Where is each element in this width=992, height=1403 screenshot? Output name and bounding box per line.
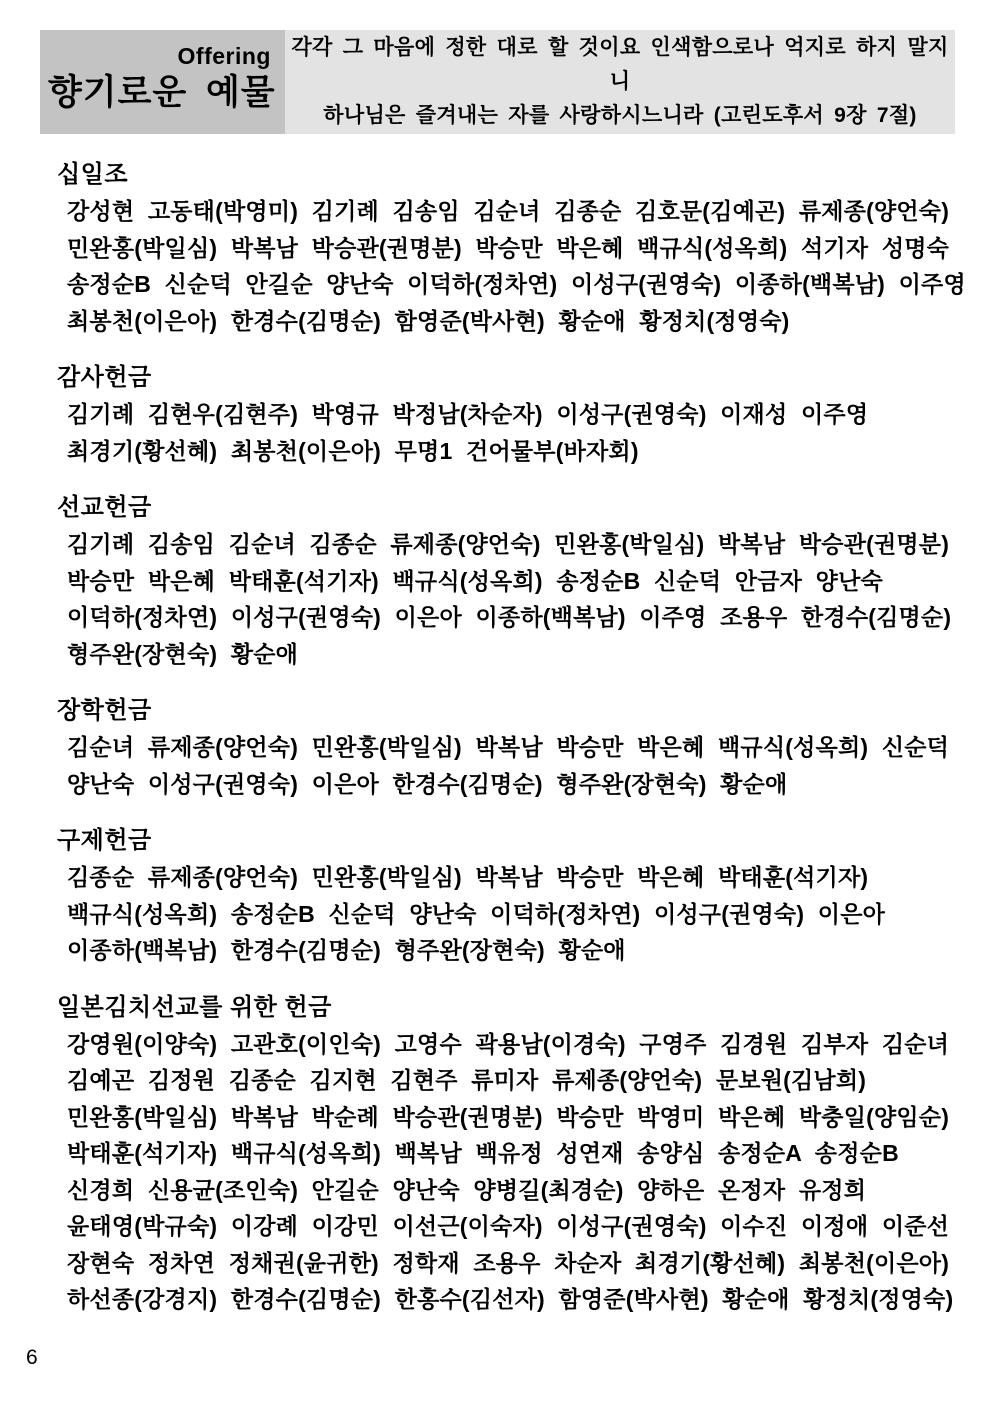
- section-title: 십일조: [57, 161, 129, 188]
- section-name-list: [67, 729, 957, 802]
- offering-section: [57, 990, 957, 1318]
- names-line: 민완홍(박일심) 박복남 박순례 박승관(권명분) 박승만 박영미 박은혜 박충일(양임순): [67, 1103, 950, 1130]
- section-title: 장학헌금: [57, 697, 152, 724]
- names-line: 강성현 고동태(박영미) 김기례 김송임 김순녀 김종순 김호문(김예곤) 류제종(양언숙): [67, 198, 950, 224]
- names-line: 강영원(이양숙) 고관호(이인숙) 고영수 곽용남(이경숙) 구영주 김경원 김부자 김순녀: [67, 1030, 950, 1057]
- section-title: 구제헌금: [57, 827, 152, 854]
- names-line: 이덕하(정차연) 이성구(권영숙) 이은아 이종하(백복남) 이주영 조용우 한경수(김명순): [67, 604, 952, 630]
- names-line: 이종하(백복남) 한경수(김명순) 형주완(장현숙) 황순애: [67, 937, 626, 963]
- section-name-list: [67, 859, 957, 969]
- offering-title: 향기로운 예물: [48, 73, 276, 112]
- offering-sections: [57, 157, 966, 1318]
- names-line: 김기례 김송임 김순녀 김종순 류제종(양언숙) 민완홍(박일심) 박복남 박승관(권명분): [67, 531, 950, 557]
- offering-section: [57, 693, 957, 802]
- names-line: 최봉천(이은아) 한경수(김명순) 함영준(박사현) 황순애 황정치(정영숙): [67, 307, 790, 334]
- names-line: 장현숙 정차연 정채권(윤귀한) 정학재 조용우 차순자 최경기(황선혜) 최봉천(이은아): [67, 1249, 950, 1276]
- section-name-list: [67, 1026, 957, 1318]
- names-line: 양난숙 이성구(권영숙) 이은아 한경수(김명순) 형주완(장현숙) 황순애: [67, 770, 788, 797]
- section-name-list: [67, 193, 966, 339]
- names-line: 윤태영(박규숙) 이강례 이강민 이선근(이숙자) 이성구(권영숙) 이수진 이정애 이준선: [67, 1213, 950, 1239]
- names-line: 형주완(장현숙) 황순애: [67, 640, 299, 667]
- offering-section: [57, 823, 957, 969]
- section-title: 선교헌금: [57, 494, 152, 521]
- names-line: 김종순 류제종(양언숙) 민완홍(박일심) 박복남 박승만 박은혜 박태훈(석기자): [67, 864, 869, 890]
- section-name-list: [67, 526, 957, 672]
- names-line: 박승만 박은혜 박태훈(석기자) 백규식(성옥희) 송정순B 신순덕 안금자 양난숙: [67, 567, 883, 594]
- offering-section: [57, 157, 966, 339]
- offering-section: [57, 490, 957, 672]
- offering-title-box: [40, 30, 285, 134]
- names-line: 백규식(성옥희) 송정순B 신순덕 양난숙 이덕하(정차연) 이성구(권영숙) 이은아: [67, 900, 886, 927]
- verse-line-1: 각각 그 마음에 정한 대로 할 것이요 인색함으로나 억지로 하지 말지니: [291, 36, 949, 93]
- names-line: 송정순B 신순덕 안길순 양난숙 이덕하(정차연) 이성구(권영숙) 이종하(백복남) 이주영: [67, 271, 966, 297]
- names-line: 민완홍(박일심) 박복남 박승관(권명분) 박승만 박은혜 백규식(성옥희) 석기자 성명숙: [67, 234, 950, 261]
- offering-header: [40, 30, 955, 134]
- section-name-list: [67, 396, 957, 469]
- offering-label-en: Offering: [177, 43, 271, 69]
- verse-box: [285, 30, 955, 134]
- names-line: 김예곤 김정원 김종순 김지현 김현주 류미자 류제종(양언숙) 문보원(김남희): [67, 1067, 867, 1093]
- names-line: 최경기(황선혜) 최봉천(이은아) 무명1 건어물부(바자회): [67, 437, 639, 464]
- page-number: 6: [26, 1346, 38, 1369]
- section-title: 일본김치선교를 위한 헌금: [57, 993, 332, 1021]
- names-line: 박태훈(석기자) 백규식(성옥희) 백복남 백유정 성연재 송양심 송정순A 송정순B: [67, 1140, 899, 1166]
- verse-line-2: 하나님은 즐겨내는 자를 사랑하시느니라 (고린도후서 9장 7절): [323, 104, 917, 127]
- names-line: 하선종(강경지) 한경수(김명순) 한홍수(김선자) 함영준(박사현) 황순애 황정치(정영숙): [67, 1286, 954, 1312]
- names-line: 김순녀 류제종(양언숙) 민완홍(박일심) 박복남 박승만 박은혜 백규식(성옥희) 신순덕: [67, 734, 950, 760]
- names-line: 김기례 김현우(김현주) 박영규 박정남(차순자) 이성구(권영숙) 이재성 이주영: [67, 401, 869, 427]
- offering-section: [57, 360, 957, 469]
- names-line: 신경희 신용균(조인숙) 안길순 양난숙 양병길(최경순) 양하은 온정자 유정희: [67, 1176, 867, 1203]
- section-title: 감사헌금: [57, 364, 152, 391]
